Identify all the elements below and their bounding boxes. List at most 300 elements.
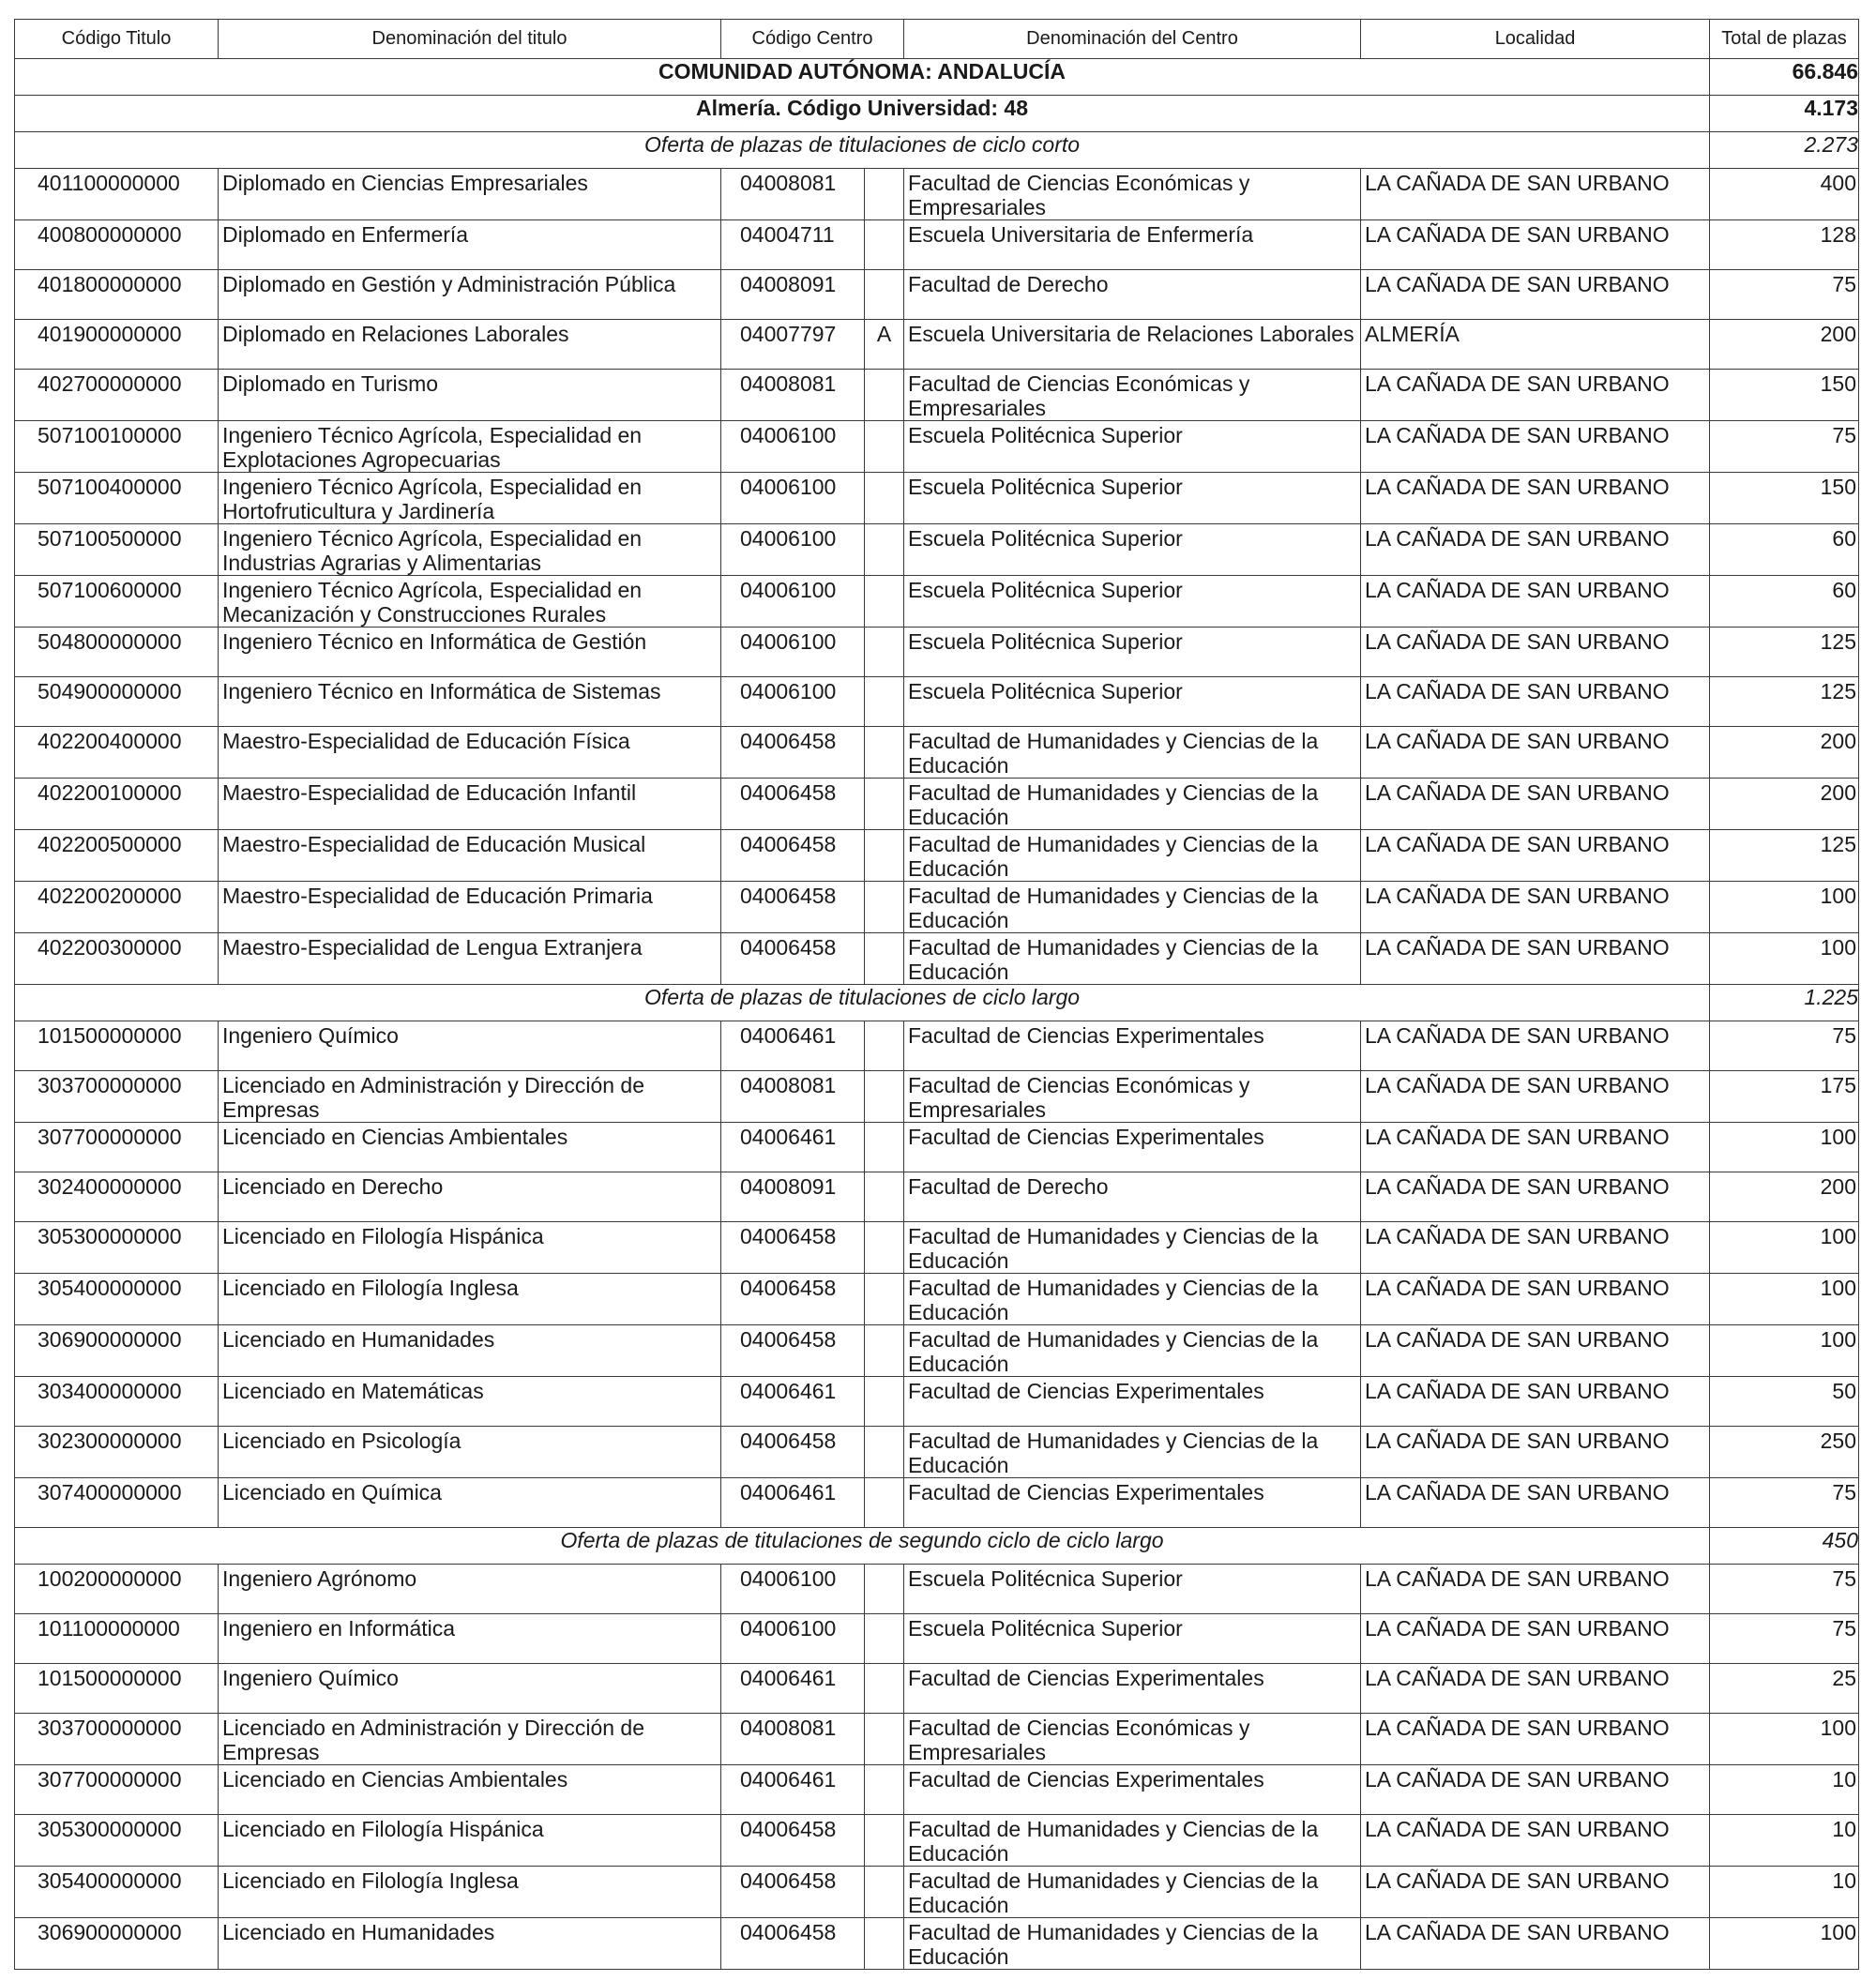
total-places-cell [1710, 1427, 1859, 1478]
locality-cell [1361, 677, 1710, 727]
degree-title: Diplomado en Gestión y Administración Pública [222, 272, 676, 296]
locality-cell [1361, 220, 1710, 270]
centre-flag [865, 370, 903, 371]
centre-code: 04006458 [740, 1429, 837, 1453]
centre-flag-cell [865, 370, 904, 421]
degree-code-cell [15, 1123, 219, 1172]
degree-code: 402200200000 [38, 884, 182, 908]
total-places-cell [1710, 779, 1859, 830]
degree-code-cell [15, 1478, 219, 1528]
centre-flag-cell [865, 1714, 904, 1765]
total-places-cell [1710, 1222, 1859, 1274]
degree-code: 303700000000 [38, 1073, 182, 1097]
degree-code-cell [15, 169, 219, 220]
degree-code: 306900000000 [38, 1920, 182, 1944]
degree-code: 507100400000 [38, 475, 182, 499]
centre-code: 04008091 [740, 272, 837, 296]
degree-code: 504900000000 [38, 679, 182, 703]
table-row [15, 576, 1859, 628]
centre-flag [865, 220, 903, 222]
locality: LA CAÑADA DE SAN URBANO [1365, 1920, 1670, 1944]
degree-code: 401800000000 [38, 272, 182, 296]
locality: LA CAÑADA DE SAN URBANO [1365, 371, 1670, 396]
locality: LA CAÑADA DE SAN URBANO [1365, 1767, 1670, 1792]
degree-code: 507100100000 [38, 423, 182, 447]
locality-cell [1361, 628, 1710, 677]
group-label: Oferta de plazas de titulaciones de segundo ciclo de ciclo largo [15, 1528, 1710, 1565]
total-places-cell [1710, 576, 1859, 628]
centre-code-cell [721, 727, 865, 779]
centre-flag [865, 1172, 903, 1174]
centre-name: Facultad de Ciencias Económicas y Empresariales [908, 1716, 1250, 1764]
centre-name: Escuela Politécnica Superior [908, 1616, 1183, 1641]
header-codigo-titulo: Código Titulo [15, 20, 219, 59]
locality: LA CAÑADA DE SAN URBANO [1365, 171, 1670, 195]
centre-flag-cell [865, 1123, 904, 1172]
locality: LA CAÑADA DE SAN URBANO [1365, 1023, 1670, 1048]
total-places: 75 [1832, 1480, 1856, 1505]
degree-code-cell [15, 524, 219, 576]
centre-code-cell [721, 576, 865, 628]
centre-flag-cell [865, 1274, 904, 1325]
total-places-cell [1710, 169, 1859, 220]
degree-code-cell [15, 1614, 219, 1664]
centre-name-cell [904, 576, 1361, 628]
degree-code-cell [15, 1427, 219, 1478]
locality: ALMERÍA [1365, 322, 1460, 346]
table-row [15, 727, 1859, 779]
degree-code: 302300000000 [38, 1429, 182, 1453]
degree-title-cell [219, 1222, 721, 1274]
degree-title-cell [219, 576, 721, 628]
degree-code: 402200500000 [38, 832, 182, 856]
centre-code: 04006458 [740, 1920, 837, 1944]
centre-code-cell [721, 370, 865, 421]
centre-name-cell [904, 270, 1361, 320]
degree-title-cell [219, 1614, 721, 1664]
centre-code-cell [721, 270, 865, 320]
degree-title-cell [219, 1325, 721, 1377]
centre-name: Facultad de Derecho [908, 1174, 1109, 1199]
centre-name: Facultad de Humanidades y Ciencias de la Educación [908, 1429, 1319, 1477]
centre-flag-cell [865, 830, 904, 882]
degree-title: Licenciado en Administración y Dirección de Empresas [222, 1073, 645, 1122]
header-codigo-centro: Código Centro [721, 20, 904, 59]
degree-title-cell [219, 933, 721, 985]
centre-flag-cell [865, 779, 904, 830]
degree-code-cell [15, 421, 219, 473]
degree-title: Licenciado en Humanidades [222, 1327, 495, 1352]
degree-code: 305400000000 [38, 1276, 182, 1300]
degree-code-cell [15, 1565, 219, 1614]
locality-cell [1361, 1325, 1710, 1377]
total-places: 60 [1832, 578, 1856, 602]
community-total: 66.846 [1710, 59, 1859, 96]
locality-cell [1361, 1172, 1710, 1222]
total-places: 250 [1820, 1429, 1856, 1453]
centre-flag-cell [865, 1325, 904, 1377]
total-places: 100 [1820, 1276, 1856, 1300]
locality-cell [1361, 1664, 1710, 1714]
degree-title-cell [219, 1765, 721, 1815]
centre-flag-cell [865, 1614, 904, 1664]
degree-code-cell [15, 677, 219, 727]
centre-name-cell [904, 220, 1361, 270]
centre-code-cell [721, 1071, 865, 1123]
centre-code-cell [721, 1427, 865, 1478]
total-places-cell [1710, 1765, 1859, 1815]
total-places-cell [1710, 1478, 1859, 1528]
degree-title-cell [219, 1565, 721, 1614]
degree-code: 101100000000 [38, 1616, 180, 1641]
centre-flag-cell [865, 1565, 904, 1614]
table-row [15, 1172, 1859, 1222]
centre-code: 04006100 [740, 679, 837, 703]
centre-code: 04006458 [740, 1868, 837, 1893]
degree-title: Licenciado en Química [222, 1480, 442, 1505]
degree-code-cell [15, 628, 219, 677]
centre-name: Facultad de Humanidades y Ciencias de la Educación [908, 1868, 1319, 1917]
centre-code-cell [721, 1478, 865, 1528]
degree-title: Ingeniero Técnico Agrícola, Especialidad en Hortofruticultura y Jardinería [222, 475, 643, 523]
centre-name-cell [904, 628, 1361, 677]
degree-title-cell [219, 779, 721, 830]
table-row [15, 524, 1859, 576]
locality-cell [1361, 524, 1710, 576]
centre-name-cell [904, 1714, 1361, 1765]
centre-name: Escuela Politécnica Superior [908, 578, 1183, 602]
centre-code: 04006458 [740, 832, 837, 856]
total-places-cell [1710, 882, 1859, 933]
centre-flag-cell [865, 473, 904, 524]
degree-title: Licenciado en Filología Hispánica [222, 1817, 544, 1841]
locality-cell [1361, 779, 1710, 830]
centre-flag-cell [865, 628, 904, 677]
locality: LA CAÑADA DE SAN URBANO [1365, 423, 1670, 447]
degree-code-cell [15, 1664, 219, 1714]
locality-cell [1361, 320, 1710, 370]
centre-name-cell [904, 370, 1361, 421]
centre-flag-cell [865, 1664, 904, 1714]
group-row [15, 132, 1859, 169]
centre-flag-cell [865, 524, 904, 576]
degree-code-cell [15, 576, 219, 628]
locality-cell [1361, 882, 1710, 933]
degree-title: Ingeniero Técnico en Informática de Sistemas [222, 679, 661, 703]
centre-code: 04006100 [740, 578, 837, 602]
locality-cell [1361, 727, 1710, 779]
total-places-cell [1710, 370, 1859, 421]
locality: LA CAÑADA DE SAN URBANO [1365, 679, 1670, 703]
centre-name: Escuela Politécnica Superior [908, 526, 1183, 551]
degree-code-cell [15, 1071, 219, 1123]
total-places: 25 [1832, 1666, 1856, 1690]
centre-flag-cell [865, 882, 904, 933]
locality-cell [1361, 1765, 1710, 1815]
degree-title-cell [219, 524, 721, 576]
centre-code-cell [721, 169, 865, 220]
centre-flag [865, 473, 903, 475]
centre-code-cell [721, 1867, 865, 1918]
centre-name: Facultad de Humanidades y Ciencias de la Educación [908, 1224, 1319, 1273]
centre-flag [865, 779, 903, 780]
centre-code-cell [721, 1815, 865, 1867]
centre-name: Facultad de Humanidades y Ciencias de la Educación [908, 884, 1319, 932]
table-row [15, 220, 1859, 270]
centre-code: 04006461 [740, 1023, 837, 1048]
centre-flag-cell [865, 1377, 904, 1427]
degree-title-cell [219, 370, 721, 421]
centre-code-cell [721, 677, 865, 727]
centre-name-cell [904, 1222, 1361, 1274]
locality: LA CAÑADA DE SAN URBANO [1365, 1817, 1670, 1841]
header-localidad: Localidad [1361, 20, 1710, 59]
centre-name-cell [904, 1377, 1361, 1427]
centre-name-cell [904, 830, 1361, 882]
degree-code-cell [15, 1021, 219, 1071]
locality-cell [1361, 473, 1710, 524]
centre-flag [865, 727, 903, 729]
header-denominacion-titulo: Denominación del titulo [219, 20, 721, 59]
table-row [15, 1478, 1859, 1528]
centre-flag [865, 1377, 903, 1379]
centre-code-cell [721, 1377, 865, 1427]
degree-code-cell [15, 1867, 219, 1918]
locality: LA CAÑADA DE SAN URBANO [1365, 832, 1670, 856]
centre-name-cell [904, 1867, 1361, 1918]
centre-name: Facultad de Ciencias Económicas y Empresariales [908, 1073, 1250, 1122]
centre-name: Facultad de Ciencias Experimentales [908, 1480, 1264, 1505]
locality: LA CAÑADA DE SAN URBANO [1365, 272, 1670, 296]
locality-cell [1361, 370, 1710, 421]
table-row [15, 677, 1859, 727]
centre-code: 04006461 [740, 1125, 837, 1149]
centre-flag [865, 1765, 903, 1767]
degree-title-cell [219, 882, 721, 933]
centre-name: Facultad de Ciencias Experimentales [908, 1125, 1264, 1149]
centre-name: Facultad de Ciencias Experimentales [908, 1379, 1264, 1403]
centre-flag [865, 1071, 903, 1073]
centre-code: 04006458 [740, 1817, 837, 1841]
centre-name-cell [904, 1427, 1361, 1478]
centre-flag-cell [865, 576, 904, 628]
degree-code-cell [15, 1325, 219, 1377]
centre-flag-cell [865, 1478, 904, 1528]
degree-title: Maestro-Especialidad de Educación Física [222, 729, 630, 753]
degree-title-cell [219, 421, 721, 473]
degree-code-cell [15, 1714, 219, 1765]
total-places-cell [1710, 1714, 1859, 1765]
table-row [15, 779, 1859, 830]
table-row [15, 1815, 1859, 1867]
centre-code-cell [721, 1172, 865, 1222]
locality-cell [1361, 1867, 1710, 1918]
degree-title-cell [219, 727, 721, 779]
locality-cell [1361, 1274, 1710, 1325]
total-places: 128 [1820, 222, 1856, 247]
locality-cell [1361, 421, 1710, 473]
degree-title-cell [219, 628, 721, 677]
centre-flag-cell [865, 1918, 904, 1970]
total-places-cell [1710, 1377, 1859, 1427]
centre-name: Facultad de Derecho [908, 272, 1109, 296]
table-row [15, 1071, 1859, 1123]
table-row [15, 933, 1859, 985]
degree-code-cell [15, 933, 219, 985]
total-places: 100 [1820, 1125, 1856, 1149]
community-label: COMUNIDAD AUTÓNOMA: ANDALUCÍA [15, 59, 1710, 96]
centre-code-cell [721, 1021, 865, 1071]
degree-code-cell [15, 1274, 219, 1325]
degree-code-cell [15, 370, 219, 421]
degree-code: 402700000000 [38, 371, 182, 396]
centre-code: 04008091 [740, 1174, 837, 1199]
locality: LA CAÑADA DE SAN URBANO [1365, 1716, 1670, 1740]
locality: LA CAÑADA DE SAN URBANO [1365, 1429, 1670, 1453]
centre-flag [865, 1664, 903, 1666]
centre-code: 04006458 [740, 1327, 837, 1352]
centre-name-cell [904, 473, 1361, 524]
centre-flag [865, 1325, 903, 1327]
header-total-plazas: Total de plazas [1710, 20, 1859, 59]
table-row [15, 1325, 1859, 1377]
total-places-cell [1710, 220, 1859, 270]
degree-code: 401900000000 [38, 322, 182, 346]
degree-title-cell [219, 473, 721, 524]
centre-code-cell [721, 628, 865, 677]
table-row [15, 1565, 1859, 1614]
centre-flag-cell [865, 727, 904, 779]
degree-title: Ingeniero Agrónomo [222, 1566, 417, 1591]
centre-flag-cell [865, 1071, 904, 1123]
centre-code-cell [721, 1765, 865, 1815]
locality: LA CAÑADA DE SAN URBANO [1365, 780, 1670, 805]
centre-code: 04006461 [740, 1379, 837, 1403]
total-places: 100 [1820, 935, 1856, 960]
centre-code-cell [721, 1918, 865, 1970]
degree-title: Maestro-Especialidad de Educación Primaria [222, 884, 653, 908]
university-total: 4.173 [1710, 96, 1859, 132]
centre-flag-cell [865, 1427, 904, 1478]
degree-title-cell [219, 270, 721, 320]
centre-name: Facultad de Ciencias Económicas y Empresariales [908, 171, 1250, 219]
centre-name-cell [904, 1478, 1361, 1528]
degree-title: Diplomado en Turismo [222, 371, 439, 396]
total-places-cell [1710, 473, 1859, 524]
total-places: 10 [1832, 1868, 1856, 1893]
centre-name-cell [904, 1021, 1361, 1071]
locality: LA CAÑADA DE SAN URBANO [1365, 1480, 1670, 1505]
centre-code: 04006458 [740, 1224, 837, 1248]
degree-title: Diplomado en Enfermería [222, 222, 469, 247]
centre-code: 04008081 [740, 1073, 837, 1097]
table-row [15, 1123, 1859, 1172]
total-places-cell [1710, 270, 1859, 320]
centre-code-cell [721, 421, 865, 473]
total-places-cell [1710, 1815, 1859, 1867]
degree-code: 302400000000 [38, 1174, 182, 1199]
degree-code: 100200000000 [38, 1566, 182, 1591]
table-row [15, 320, 1859, 370]
centre-flag-cell [865, 421, 904, 473]
total-places: 60 [1832, 526, 1856, 551]
centre-code: 04008081 [740, 171, 837, 195]
centre-name-cell [904, 1664, 1361, 1714]
total-places-cell [1710, 1123, 1859, 1172]
total-places: 100 [1820, 1920, 1856, 1944]
locality: LA CAÑADA DE SAN URBANO [1365, 526, 1670, 551]
centre-flag-cell [865, 1867, 904, 1918]
degree-title: Licenciado en Ciencias Ambientales [222, 1767, 568, 1792]
centre-code-cell [721, 1614, 865, 1664]
table-row [15, 1427, 1859, 1478]
locality-cell [1361, 576, 1710, 628]
locality: LA CAÑADA DE SAN URBANO [1365, 222, 1670, 247]
degree-title-cell [219, 1021, 721, 1071]
degree-code: 307700000000 [38, 1125, 182, 1149]
table-row [15, 1274, 1859, 1325]
total-places-cell [1710, 1867, 1859, 1918]
centre-name-cell [904, 882, 1361, 933]
centre-name: Facultad de Ciencias Experimentales [908, 1666, 1264, 1690]
centre-code-cell [721, 1714, 865, 1765]
centre-name-cell [904, 1071, 1361, 1123]
total-places: 75 [1832, 1566, 1856, 1591]
centre-code: 04006458 [740, 935, 837, 960]
degree-title-cell [219, 1071, 721, 1123]
centre-code: 04006100 [740, 629, 837, 654]
centre-name: Escuela Politécnica Superior [908, 423, 1183, 447]
centre-code-cell [721, 1565, 865, 1614]
locality: LA CAÑADA DE SAN URBANO [1365, 1379, 1670, 1403]
centre-flag-cell [865, 1815, 904, 1867]
total-places: 200 [1820, 729, 1856, 753]
centre-code: 04006461 [740, 1767, 837, 1792]
degree-code: 305300000000 [38, 1224, 182, 1248]
locality: LA CAÑADA DE SAN URBANO [1365, 578, 1670, 602]
total-places-cell [1710, 1172, 1859, 1222]
degree-code: 303700000000 [38, 1716, 182, 1740]
locality-cell [1361, 1815, 1710, 1867]
degree-title: Ingeniero Técnico Agrícola, Especialidad en Mecanización y Construcciones Rurales [222, 578, 643, 627]
table-row [15, 1377, 1859, 1427]
centre-flag [865, 933, 903, 935]
centre-name: Facultad de Humanidades y Ciencias de la Educación [908, 832, 1319, 881]
centre-name: Facultad de Humanidades y Ciencias de la Educación [908, 780, 1319, 829]
degree-code: 305400000000 [38, 1868, 182, 1893]
degree-code-cell [15, 1918, 219, 1970]
table-row [15, 882, 1859, 933]
total-places: 100 [1820, 1716, 1856, 1740]
total-places-cell [1710, 1274, 1859, 1325]
total-places: 10 [1832, 1767, 1856, 1792]
centre-flag [865, 882, 903, 884]
total-places: 10 [1832, 1817, 1856, 1841]
degree-title: Ingeniero Técnico Agrícola, Especialidad en Industrias Agrarias y Alimentarias [222, 526, 643, 575]
centre-name: Facultad de Humanidades y Ciencias de la Educación [908, 1276, 1319, 1324]
centre-name: Facultad de Ciencias Económicas y Empresariales [908, 371, 1250, 420]
centre-flag [865, 1478, 903, 1480]
centre-flag-cell [865, 1765, 904, 1815]
total-places: 150 [1820, 475, 1856, 499]
centre-flag [865, 524, 903, 526]
degree-title-cell [219, 1172, 721, 1222]
degree-code: 307400000000 [38, 1480, 182, 1505]
header-row [15, 20, 1859, 59]
centre-code: 04006100 [740, 475, 837, 499]
centre-code: 04007797 [740, 322, 837, 346]
centre-flag [865, 1815, 903, 1817]
